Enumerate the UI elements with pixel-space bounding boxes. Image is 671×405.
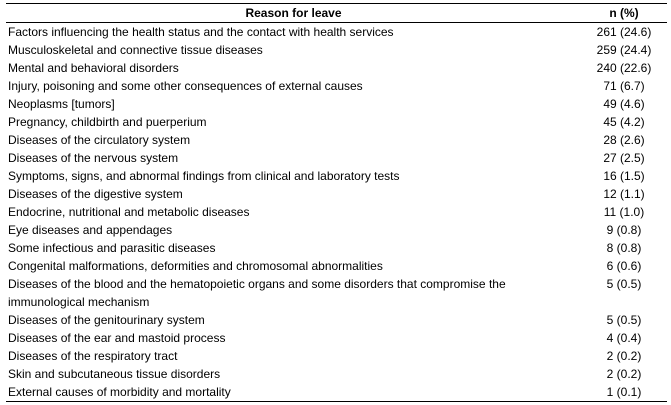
count-cell: 259 (24.4) <box>596 43 652 57</box>
table-row <box>6 59 667 77</box>
count-cell: 12 (1.1) <box>603 187 645 201</box>
table-row <box>6 275 667 311</box>
reason-cell: Diseases of the ear and mastoid process <box>8 331 226 345</box>
count-cell: 5 (0.5) <box>606 313 642 327</box>
reason-cell: Factors influencing the health status and the contact with health services <box>8 25 394 39</box>
count-cell: 2 (0.2) <box>606 349 642 363</box>
reason-cell: Symptoms, signs, and abnormal findings from clinical and laboratory tests <box>8 169 400 183</box>
table-row <box>6 23 667 42</box>
count-cell: 11 (1.0) <box>603 205 645 219</box>
leave-reasons-table <box>6 3 667 402</box>
reason-cell: Some infectious and parasitic diseases <box>8 241 216 255</box>
table-row <box>6 77 667 95</box>
table-row <box>6 311 667 329</box>
count-cell: 45 (4.2) <box>603 115 645 129</box>
table-row <box>6 167 667 185</box>
count-cell: 71 (6.7) <box>603 79 645 93</box>
table-row <box>6 257 667 275</box>
header-reason: Reason for leave <box>6 4 581 23</box>
table-row <box>6 113 667 131</box>
leave-reasons-table-container <box>6 3 667 402</box>
table-row <box>6 347 667 365</box>
reason-cell: Eye diseases and appendages <box>8 223 173 237</box>
count-cell: 4 (0.4) <box>606 331 642 345</box>
table-row <box>6 95 667 113</box>
table-row <box>6 365 667 383</box>
count-cell: 16 (1.5) <box>603 169 645 183</box>
count-cell: 9 (0.8) <box>606 223 642 237</box>
count-cell: 240 (22.6) <box>596 61 652 75</box>
table-row <box>6 41 667 59</box>
reason-cell: Diseases of the nervous system <box>8 151 179 165</box>
reason-cell: External causes of morbidity and mortality <box>6 383 581 402</box>
count-cell: 6 (0.6) <box>606 259 642 273</box>
reason-cell: Pregnancy, childbirth and puerperium <box>8 115 207 129</box>
table-row <box>6 131 667 149</box>
count-cell: 5 (0.5) <box>606 277 642 291</box>
count-cell: 27 (2.5) <box>603 151 645 165</box>
count-cell: 28 (2.6) <box>603 133 645 147</box>
reason-cell: Endocrine, nutritional and metabolic diseases <box>8 205 250 219</box>
reason-cell: Neoplasms [tumors] <box>8 97 115 111</box>
table-row <box>6 185 667 203</box>
count-cell: 1 (0.1) <box>581 383 667 402</box>
table-row <box>6 149 667 167</box>
reason-cell: Congenital malformations, deformities and chromosomal abnormalities <box>8 259 383 273</box>
reason-cell: Mental and behavioral disorders <box>8 61 179 75</box>
reason-cell: Musculoskeletal and connective tissue diseases <box>8 43 263 57</box>
count-cell: 261 (24.6) <box>596 25 652 39</box>
table-row <box>6 221 667 239</box>
count-cell: 8 (0.8) <box>606 241 642 255</box>
reason-cell: Diseases of the respiratory tract <box>8 349 178 363</box>
reason-cell: Skin and subcutaneous tissue disorders <box>8 367 221 381</box>
table-row <box>6 329 667 347</box>
table-header-row <box>6 4 667 23</box>
reason-cell: Diseases of the blood and the hematopoietic organs and some disorders that compromise the immunological mechanism <box>8 277 506 309</box>
header-n: n (%) <box>581 4 667 23</box>
reason-cell: Diseases of the digestive system <box>8 187 183 201</box>
reason-cell: Injury, poisoning and some other consequences of external causes <box>8 79 363 93</box>
reason-cell: Diseases of the genitourinary system <box>8 313 205 327</box>
count-cell: 49 (4.6) <box>603 97 645 111</box>
table-body <box>6 23 667 402</box>
table-row <box>6 239 667 257</box>
table-row <box>6 203 667 221</box>
count-cell: 2 (0.2) <box>606 367 642 381</box>
table-row <box>6 383 667 402</box>
reason-cell: Diseases of the circulatory system <box>8 133 191 147</box>
